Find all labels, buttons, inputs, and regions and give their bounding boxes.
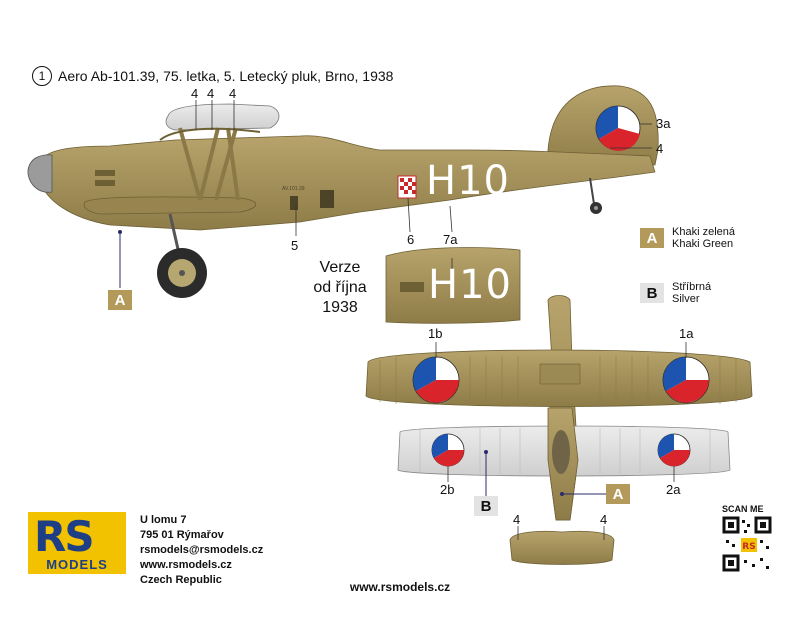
leader-b-plan: B [474, 496, 498, 516]
callout-4-d: 4 [656, 141, 664, 156]
callout-7a: 7a [443, 232, 458, 247]
plan-roundel-1b [413, 357, 459, 403]
legend-item-a [640, 226, 735, 250]
leader-a-plan: A [606, 484, 630, 504]
profile-number: 1 [32, 66, 52, 86]
logo-rs: RS [34, 512, 93, 561]
contact-website[interactable]: www.rsmodels.cz [140, 559, 232, 571]
detail-label-line-2: od října [313, 279, 367, 296]
detail-marking-h10: H10 [428, 262, 512, 308]
leader-a-side: A [108, 290, 132, 310]
contact-country: Czech Republic [140, 574, 222, 586]
callout-5: 5 [291, 238, 299, 253]
callout-2b: 2b [440, 482, 455, 497]
side-marking-h10: H10 [426, 158, 510, 204]
plan-view [366, 296, 752, 565]
legend-swatch-a: A [640, 228, 664, 248]
plan-roundel-2b [432, 434, 464, 466]
callout-4-a: 4 [191, 86, 199, 101]
qr-code [722, 516, 772, 572]
callout-1b: 1b [428, 326, 443, 341]
contact-city: 795 01 Rýmařov [140, 529, 224, 541]
rs-models-logo [28, 512, 126, 574]
legend-a-line-2: Khaki Green [672, 238, 734, 250]
callout-1a: 1a [679, 326, 694, 341]
side-lower-wing [84, 197, 256, 214]
callout-4-c: 4 [229, 86, 237, 101]
side-small-marking: AV.101.39 [282, 186, 305, 192]
plan-roundel-1a [663, 357, 709, 403]
detail-label-line-3: 1938 [322, 299, 358, 316]
legend-swatch-b: B [640, 283, 664, 303]
plan-tailplane [510, 531, 614, 564]
legend-text-b [672, 281, 711, 305]
callout-4-plan-right: 4 [600, 512, 608, 527]
detail-label [300, 258, 380, 318]
scan-me-label: SCAN ME [722, 504, 764, 514]
callout-3a: 3a [656, 116, 671, 131]
legend-item-b [640, 281, 711, 305]
contact-email[interactable]: rsmodels@rsmodels.cz [140, 544, 264, 556]
legend-text-a [672, 226, 735, 250]
callout-4-plan-left: 4 [513, 512, 521, 527]
detail-label-line-1: Verze [319, 259, 361, 276]
callout-6: 6 [407, 232, 415, 247]
callout-4-b: 4 [207, 86, 215, 101]
plan-roundel-2a [658, 434, 690, 466]
contact-block [140, 513, 263, 588]
contact-street: U lomu 7 [140, 514, 187, 526]
profile-caption: Aero Ab-101.39, 75. letka, 5. Letecký pluk, Brno, 1938 [58, 68, 394, 84]
side-fin-roundel [596, 106, 640, 151]
qr-center-logo: RS [742, 542, 756, 552]
legend-a-line-1: Khaki zelená [672, 226, 735, 238]
side-upper-wing [166, 104, 279, 130]
footer-website[interactable]: www.rsmodels.cz [349, 580, 451, 594]
legend-b-line-1: Stříbrná [672, 281, 712, 293]
callout-2a: 2a [666, 482, 681, 497]
side-spinner [28, 155, 52, 192]
logo-models: MODELS [46, 557, 108, 572]
legend-b-line-2: Silver [672, 293, 700, 305]
